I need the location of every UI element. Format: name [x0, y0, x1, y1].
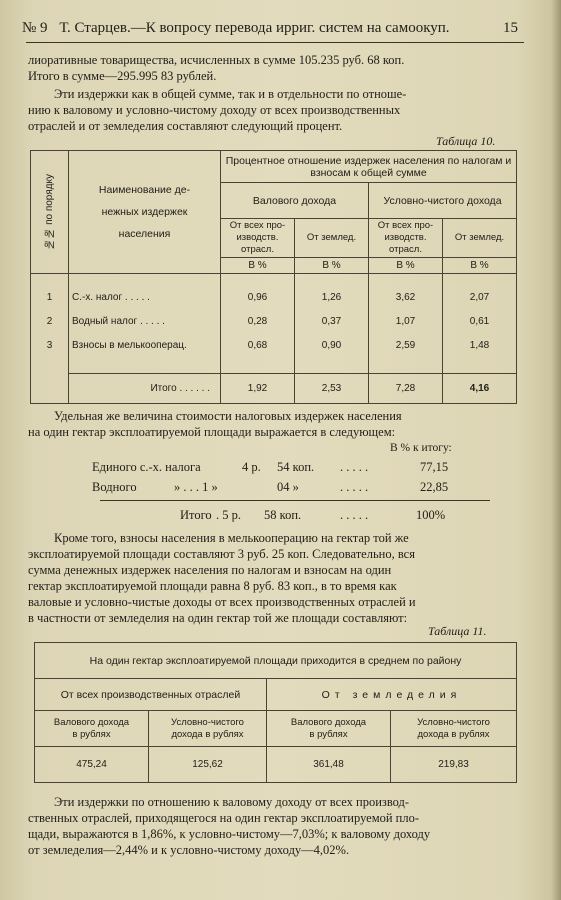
listing-dots: . . . . .: [340, 480, 369, 494]
header-left: [22, 20, 450, 37]
unit-cell: В %: [443, 258, 517, 274]
col-header: Условно-чистого дохода в рублях: [149, 711, 267, 747]
cell-value: 361,48: [267, 747, 391, 783]
paragraph-line: ственных отраслей, приходящегося на один гектар эксплоатируемой пло-: [28, 811, 420, 825]
cell-value: 1,07: [369, 310, 443, 334]
table11-title: На один гектар эксплоатируемой площади приходится в среднем по району: [35, 643, 517, 679]
paragraph-line: валовые и условно-чистые доходы от всех производственных отраслей и: [28, 595, 416, 609]
paragraph-line: Удельная же величина стоимости налоговых издержек населения: [54, 409, 402, 423]
page-number: 15: [503, 20, 518, 36]
col-header: Валового дохода в рублях: [35, 711, 149, 747]
paragraph-line: сумма денежных издержек населения по налогам и взносам на один: [28, 563, 392, 577]
table-row: [31, 334, 517, 358]
paragraph-line: Кроме того, взносы населения в мелькооперацию на гектар той же: [54, 531, 409, 545]
cell-value: 475,24: [35, 747, 149, 783]
cell-value: 0,96: [221, 286, 295, 310]
col-order-header: [31, 151, 69, 274]
issue-number: № 9: [22, 20, 48, 36]
col-header: Валового дохода в рублях: [267, 711, 391, 747]
group-agr-header: От земледелия: [267, 679, 517, 711]
paragraph-line: гектар эксплоатируемой площади равна 8 руб. 83 коп., в то время как: [28, 579, 397, 593]
table-row: [31, 310, 517, 334]
cell-value: 0,90: [295, 334, 369, 358]
cell-value: 3,62: [369, 286, 443, 310]
sub-gross-header: Валового дохода: [221, 183, 369, 219]
paragraph-line: нию к валовому и условно-чистому доходу от всех производственных: [28, 103, 401, 117]
table10-label: Таблица 10.: [436, 134, 496, 148]
listing-rub: 4 р.: [242, 460, 261, 474]
listing-pct: 22,85: [420, 480, 449, 494]
unit-cell: В %: [221, 258, 295, 274]
running-title: Т. Старцев.—К вопросу перевода ирриг. систем на самоокуп.: [59, 20, 450, 36]
total-value: 1,92: [221, 374, 295, 404]
total-value: 7,28: [369, 374, 443, 404]
cell-value: 0,61: [443, 310, 517, 334]
cell-value: 0,37: [295, 310, 369, 334]
paragraph-line: Итого в сумме—295.995 83 рублей.: [28, 69, 217, 83]
sub-net-header: Условно-чистого дохода: [369, 183, 517, 219]
paragraph-line: на один гектар эксплоатируемой площади выражается в следующем:: [28, 425, 396, 439]
row-name: Водный налог . . . . .: [69, 310, 221, 334]
group-header: Процентное отношение издержек населения по налогам и взносам к общей сумме: [221, 151, 517, 183]
total-value: 2,53: [295, 374, 369, 404]
cell-value: 219,83: [391, 747, 517, 783]
row-name: Взносы в мелькооперац.: [69, 334, 221, 358]
cell-value: 1,48: [443, 334, 517, 358]
listing-kop: 04 »: [277, 480, 299, 494]
table-row: [31, 286, 517, 310]
listing-rule: [100, 500, 490, 501]
group-all-header: От всех производственных отраслей: [35, 679, 267, 711]
table11: [34, 642, 517, 783]
paragraph-line: Эти издержки как в общей сумме, так и в отдельности по отноше-: [54, 87, 407, 101]
listing-label: Итого: [180, 508, 212, 522]
row-number: 2: [31, 310, 69, 334]
listing-label: Водного: [92, 480, 137, 494]
listing-row: [92, 480, 512, 496]
paragraph-line: Эти издержки по отношению к валовому доходу от всех производ-: [54, 795, 410, 809]
col-agr2: От землед.: [443, 219, 517, 258]
cell-value: 125,62: [149, 747, 267, 783]
listing-label: Единого с.-х. налога: [92, 460, 201, 474]
col-order-text: №№ по порядку: [43, 174, 55, 250]
listing-kop: 58 коп.: [264, 508, 302, 522]
total-value: 4,16: [443, 374, 517, 404]
table10: [30, 150, 517, 404]
col-all2: От всех про- изводств. отрасл.: [369, 219, 443, 258]
unit-cell: В %: [295, 258, 369, 274]
listing-header: В % к итогу:: [390, 442, 452, 454]
row-name: С.-х. налог . . . . .: [69, 286, 221, 310]
row-number: 3: [31, 334, 69, 358]
total-label: Итого . . . . . .: [69, 374, 221, 404]
listing-rub: » . . . 1 »: [174, 480, 218, 494]
listing-dots: . . . . .: [340, 508, 369, 522]
col-all1: От всех про- изводств. отрасл.: [221, 219, 295, 258]
col-header: Условно-чистого дохода в рублях: [391, 711, 517, 747]
paragraph-line: эксплоатируемой площади составляют 3 руб. 25 коп. Следовательно, вся: [28, 547, 415, 561]
paragraph-line: лиоративные товарищества, исчисленных в сумме 105.235 руб. 68 коп.: [28, 53, 405, 67]
cell-value: 1,26: [295, 286, 369, 310]
cell-value: 2,07: [443, 286, 517, 310]
cell-value: 2,59: [369, 334, 443, 358]
listing-total-row: [92, 508, 512, 524]
listing-kop: 54 коп.: [277, 460, 315, 474]
listing-pct: 77,15: [420, 460, 449, 474]
unit-cell: В %: [369, 258, 443, 274]
paragraph-line: в частности от земледелия на один гектар той же площади составляют:: [28, 611, 408, 625]
col-name-header: Наименование де- нежных издержек населения: [69, 151, 221, 274]
paragraph-line: отраслей и от земледелия составляют следующий процент.: [28, 119, 343, 133]
row-number: 1: [31, 286, 69, 310]
listing-rub: . 5 р.: [216, 508, 241, 522]
paragraph-line: щади, выражаются в 1,86%, к условно-чистому—7,03%; к валовому доходу: [28, 827, 431, 841]
page-edge: [551, 0, 561, 900]
table-total-row: [31, 374, 517, 404]
cell-value: 0,68: [221, 334, 295, 358]
listing-dots: . . . . .: [340, 460, 369, 474]
listing-row: [92, 460, 512, 476]
table-row: [35, 747, 517, 783]
cell-value: 0,28: [221, 310, 295, 334]
paragraph-line: от земледелия—2,44% и к условно-чистому доходу—4,02%.: [28, 843, 350, 857]
listing-pct: 100%: [416, 508, 446, 522]
col-agr1: От землед.: [295, 219, 369, 258]
table11-label: Таблица 11.: [428, 624, 487, 638]
header-rule: [26, 42, 524, 43]
